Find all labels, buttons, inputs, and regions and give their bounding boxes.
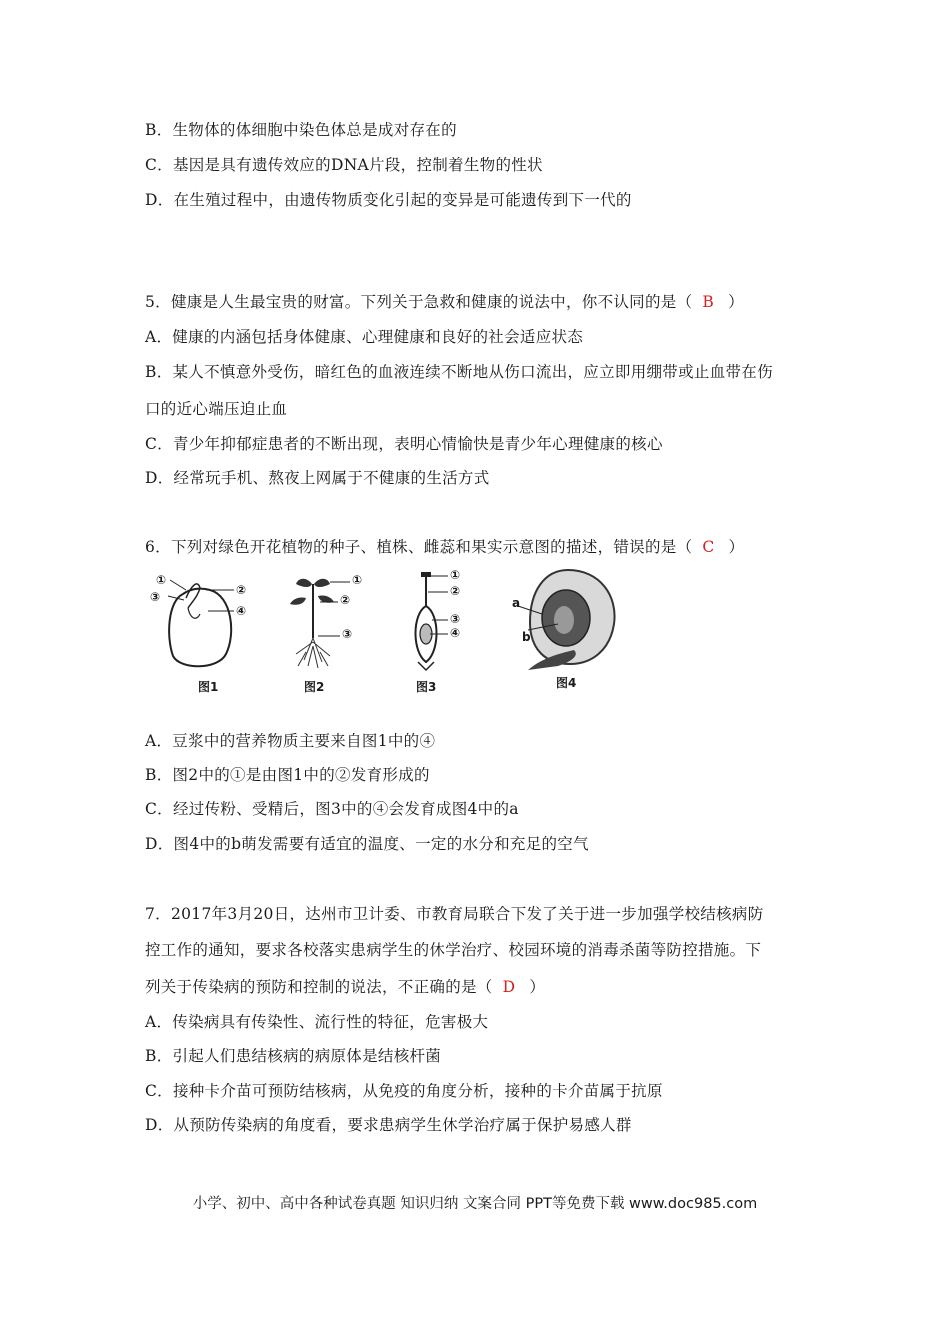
q6-option-c: C．经过传粉、受精后，图3中的④会发育成图4中的a: [145, 800, 519, 818]
fig1-label-1: ①: [156, 573, 167, 587]
figure-1-seed: [148, 566, 258, 694]
fig2-label-1: ①: [352, 573, 363, 587]
figure-4-fruit: [508, 566, 628, 690]
fig3-label-2: ②: [450, 584, 461, 598]
q7-answer: D: [502, 978, 516, 996]
q6-answer: C: [702, 538, 715, 556]
q7-stem-line3: [145, 975, 545, 997]
q7-stem-line2: 控工作的通知，要求各校落实患病学生的休学治疗、校园环境的消毒杀菌等防控措施。下: [145, 941, 762, 959]
q5-stem: [145, 290, 744, 312]
fig2-label-2: ②: [340, 593, 351, 607]
page-footer: 小学、初中、高中各种试卷真题 知识归纳 文案合同 PPT等免费下载 www.doc985.com: [192, 1196, 758, 1212]
q5-option-b-line1: B．某人不慎意外受伤，暗红色的血液连续不断地从伤口流出，应立即用绷带或止血带在伤: [145, 363, 773, 381]
q6-stem-text: 6．下列对绿色开花植物的种子、植株、雌蕊和果实示意图的描述，错误的是（: [145, 538, 693, 556]
q5-stem-text: 5．健康是人生最宝贵的财富。下列关于急救和健康的说法中，你不认同的是（: [145, 293, 693, 311]
q7-option-b: B．引起人们患结核病的病原体是结核杆菌: [145, 1047, 442, 1065]
q7-option-a: A．传染病具有传染性、流行性的特征，危害极大: [145, 1013, 489, 1031]
fig3-label-4: ④: [450, 626, 461, 640]
fig4-label-a: a: [512, 596, 521, 610]
q5-stem-close: ）: [728, 293, 744, 311]
q6-stem-close: ）: [728, 538, 745, 556]
fig3-caption: 图3: [416, 680, 437, 694]
fig1-caption: 图1: [198, 680, 219, 694]
q7-stem-text: 列关于传染病的预防和控制的说法，不正确的是（: [145, 978, 493, 996]
fig4-label-b: b: [522, 630, 531, 644]
q5-answer: B: [702, 293, 715, 311]
plant-diagram: [276, 566, 386, 676]
q5-option-b-line2: 口的近心端压迫止血: [145, 400, 288, 418]
q4-option-c: C．基因是具有遗传效应的DNA片段，控制着生物的性状: [145, 156, 543, 174]
fig3-label-3: ③: [450, 612, 461, 626]
q5-option-d: D．经常玩手机、熬夜上网属于不健康的生活方式: [145, 469, 490, 487]
q5-option-c: C．青少年抑郁症患者的不断出现，表明心情愉快是青少年心理健康的核心: [145, 435, 663, 453]
fruit-diagram: [508, 566, 628, 676]
fig3-label-1: ①: [450, 568, 461, 582]
figure-2-plant: [276, 566, 386, 694]
q6-option-d: D．图4中的b萌发需要有适宜的温度、一定的水分和充足的空气: [145, 835, 589, 853]
fig1-label-4: ④: [236, 604, 247, 618]
q7-stem-close: ）: [529, 978, 546, 996]
q4-option-b: B．生物体的体细胞中染色体总是成对存在的: [145, 121, 457, 139]
fig4-caption: 图4: [556, 676, 577, 690]
q4-option-d: D．在生殖过程中，由遗传物质变化引起的变异是可能遗传到下一代的: [145, 191, 632, 209]
fig2-caption: 图2: [304, 680, 325, 694]
q7-option-d: D．从预防传染病的角度看，要求患病学生休学治疗属于保护易感人群: [145, 1116, 632, 1134]
q6-option-a: A．豆浆中的营养物质主要来自图1中的④: [145, 732, 436, 750]
q5-option-a: A．健康的内涵包括身体健康、心理健康和良好的社会适应状态: [145, 328, 584, 346]
q6-option-b: B．图2中的①是由图1中的②发育形成的: [145, 766, 430, 784]
figure-3-pistil: [400, 566, 500, 694]
q7-stem-line1: 7．2017年3月20日，达州市卫计委、市教育局联合下发了关于进一步加强学校结核病防: [145, 905, 764, 923]
fig2-label-3: ③: [342, 627, 353, 641]
fig1-label-2: ②: [236, 583, 247, 597]
q6-stem: [145, 535, 744, 557]
fig1-label-3: ③: [150, 590, 161, 604]
q7-option-c: C．接种卡介苗可预防结核病，从免疫的角度分析，接种的卡介苗属于抗原: [145, 1082, 663, 1100]
